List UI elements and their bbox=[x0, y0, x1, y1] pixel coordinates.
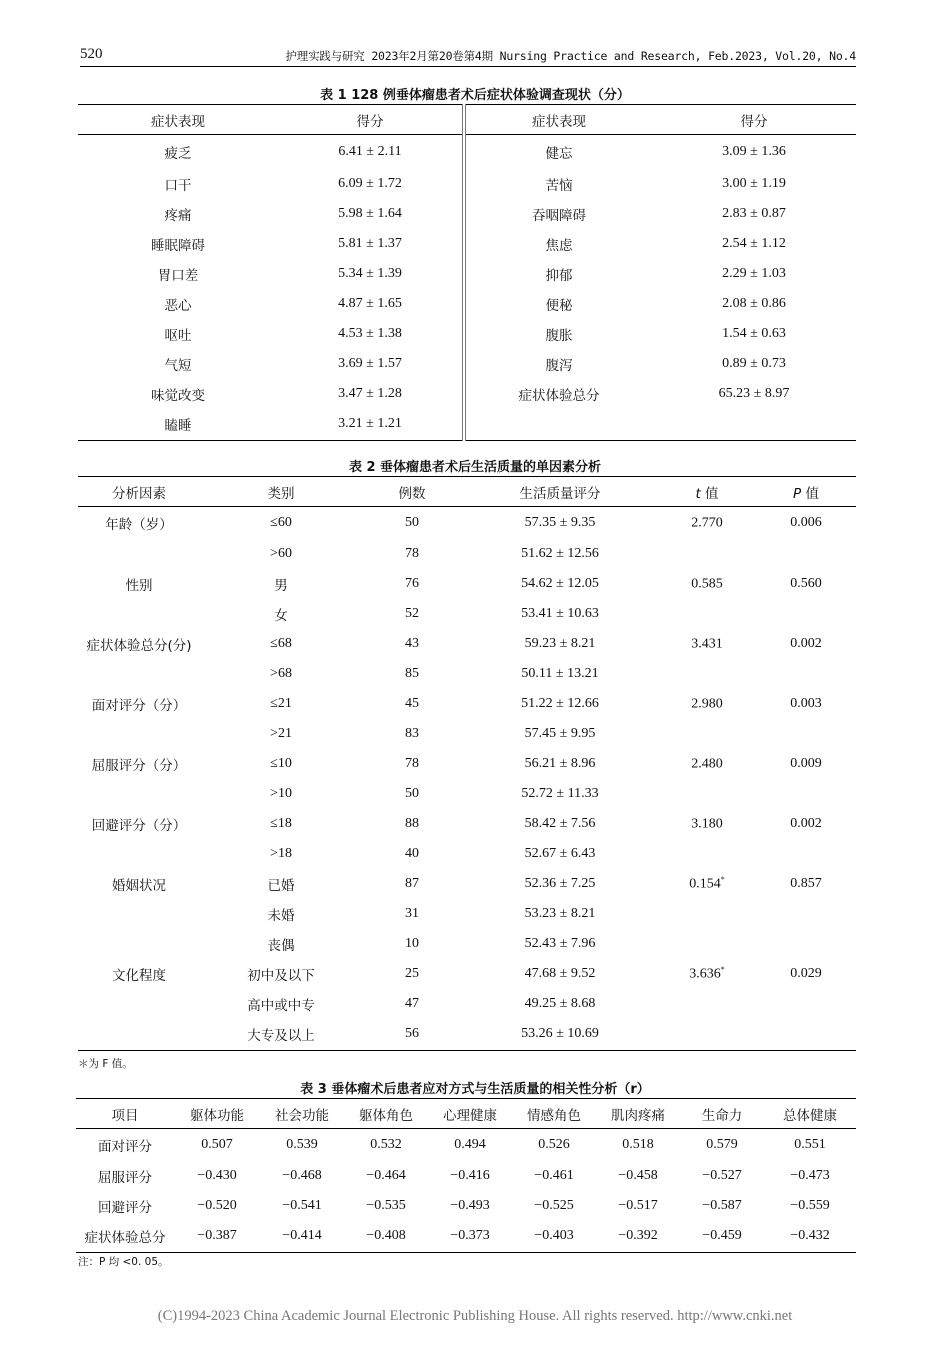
table3-cell: 症状体验总分 bbox=[84, 1230, 166, 1247]
table-row bbox=[78, 199, 856, 229]
table1-cell: 5.81 ± 1.37 bbox=[338, 235, 402, 251]
table2-cell: >60 bbox=[270, 545, 292, 561]
table2-cell: >18 bbox=[270, 845, 292, 861]
table2-cell: 2.480 bbox=[691, 756, 723, 772]
table3-cell: −0.458 bbox=[618, 1167, 658, 1183]
table2-cell: 53.26 ± 10.69 bbox=[521, 1026, 599, 1042]
table1-caption: 表 1 128 例垂体瘤患者术后症状体验调查现状（分） bbox=[320, 88, 630, 103]
table2-cell: 屈服评分（分） bbox=[91, 757, 187, 774]
table3-cell: −0.468 bbox=[282, 1167, 322, 1183]
table-row bbox=[76, 1221, 856, 1253]
table1-cell: 瞌睡 bbox=[164, 418, 192, 435]
table1-cell: 口干 bbox=[164, 177, 192, 194]
table2-cell bbox=[658, 839, 756, 869]
table3-cell: −0.587 bbox=[702, 1197, 742, 1213]
table-row bbox=[78, 629, 856, 659]
table2-cell bbox=[78, 779, 200, 809]
table-row bbox=[78, 1019, 856, 1051]
table2-cell bbox=[756, 839, 856, 869]
table1-cell: 1.54 ± 0.63 bbox=[722, 325, 786, 341]
table2-cell bbox=[658, 719, 756, 749]
table-row bbox=[76, 1129, 856, 1161]
table1-cell: 疲乏 bbox=[164, 145, 192, 162]
table3-cell: 0.507 bbox=[201, 1136, 233, 1152]
table2-cell: 56 bbox=[405, 1026, 419, 1042]
table1-header: 症状表现 bbox=[78, 105, 278, 135]
table2-cell: 0.002 bbox=[790, 815, 822, 831]
table3-cell: −0.459 bbox=[702, 1228, 742, 1244]
table1-cell: 5.34 ± 1.39 bbox=[338, 265, 402, 281]
table2-cell: 初中及以下 bbox=[247, 967, 315, 984]
table2-cell: 0.560 bbox=[790, 575, 822, 591]
table2-cell: 47 bbox=[405, 995, 419, 1011]
table3-cell: −0.461 bbox=[534, 1167, 574, 1183]
table3-header: 社会功能 bbox=[260, 1099, 344, 1129]
table2-cell: 回避评分（分） bbox=[91, 817, 187, 834]
table3-header: 肌肉疼痛 bbox=[596, 1099, 680, 1129]
table3-cell: −0.525 bbox=[534, 1197, 574, 1213]
table-row bbox=[78, 539, 856, 569]
table-row bbox=[78, 599, 856, 629]
table1-cell: 4.53 ± 1.38 bbox=[338, 325, 402, 341]
table1-cell: 3.69 ± 1.57 bbox=[338, 355, 402, 371]
table3-cell: −0.520 bbox=[197, 1197, 237, 1213]
table2-cell bbox=[78, 899, 200, 929]
table2-cell bbox=[78, 719, 200, 749]
table1-cell: 气短 bbox=[164, 357, 192, 374]
table2-header-p: P 值 bbox=[756, 477, 856, 507]
table2-cell: 0.154* bbox=[689, 874, 725, 892]
table2-cell: ≤60 bbox=[270, 514, 292, 530]
table2-cell bbox=[756, 899, 856, 929]
table-row bbox=[78, 719, 856, 749]
table1-cell: 3.21 ± 1.21 bbox=[338, 416, 402, 432]
table2-cell: 已婚 bbox=[267, 877, 295, 894]
table1-cell bbox=[464, 409, 652, 441]
table2-cell: 25 bbox=[405, 965, 419, 981]
page-number: 520 bbox=[80, 46, 103, 62]
table3-cell: −0.373 bbox=[450, 1228, 490, 1244]
table2-cell: 0.009 bbox=[790, 755, 822, 771]
table2-cell: 2.980 bbox=[691, 696, 723, 712]
table2-cell bbox=[78, 659, 200, 689]
table2-cell bbox=[756, 719, 856, 749]
table3-cell: −0.559 bbox=[790, 1197, 830, 1213]
table-row bbox=[78, 749, 856, 779]
table1-cell: 健忘 bbox=[464, 135, 652, 169]
table-row bbox=[78, 319, 856, 349]
page-header bbox=[80, 44, 856, 67]
table3-cell: 0.551 bbox=[794, 1136, 826, 1152]
table2-cell bbox=[78, 1019, 200, 1051]
table-row bbox=[78, 135, 856, 169]
table2-cell: 0.006 bbox=[790, 514, 822, 530]
table2-cell: 56.21 ± 8.96 bbox=[524, 755, 596, 771]
table-row bbox=[78, 229, 856, 259]
table2-cell: 76 bbox=[405, 575, 419, 591]
table1-cell: 65.23 ± 8.97 bbox=[718, 385, 790, 401]
table2-header-t: t 值 bbox=[658, 477, 756, 507]
table2-cell: 43 bbox=[405, 635, 419, 651]
table2-header: 类别 bbox=[200, 477, 362, 507]
table2-cell: 83 bbox=[405, 725, 419, 741]
table2-cell: 87 bbox=[405, 875, 419, 891]
table-row bbox=[78, 959, 856, 989]
table3-cell: −0.473 bbox=[790, 1167, 830, 1183]
table1-cell: 2.29 ± 1.03 bbox=[722, 265, 786, 281]
table2-cell bbox=[658, 899, 756, 929]
table3-header: 躯体角色 bbox=[344, 1099, 428, 1129]
table2-cell: ≤68 bbox=[270, 635, 292, 651]
table1-cell: 苦恼 bbox=[464, 169, 652, 199]
table2-cell bbox=[78, 539, 200, 569]
table2-cell: 31 bbox=[405, 905, 419, 921]
table2-cell: 52 bbox=[405, 605, 419, 621]
table2-cell: 3.431 bbox=[691, 636, 723, 652]
table1-cell: 疼痛 bbox=[164, 207, 192, 224]
table2-cell: 面对评分（分） bbox=[91, 697, 187, 714]
table3-cell: 0.494 bbox=[454, 1136, 486, 1152]
table2-cell: 40 bbox=[405, 845, 419, 861]
table1-cell: 3.00 ± 1.19 bbox=[722, 175, 786, 191]
table2-cell: 3.180 bbox=[691, 816, 723, 832]
table2-header: 分析因素 bbox=[78, 477, 200, 507]
table2-cell: 51.62 ± 12.56 bbox=[521, 545, 599, 561]
table3-header: 生命力 bbox=[680, 1099, 764, 1129]
table-row bbox=[78, 507, 856, 539]
table-row bbox=[78, 809, 856, 839]
table2-cell bbox=[78, 929, 200, 959]
table2-cell: 0.857 bbox=[790, 875, 822, 891]
table1-cell: 腹胀 bbox=[464, 319, 652, 349]
table1-cell: 6.41 ± 2.11 bbox=[338, 143, 402, 159]
table-row bbox=[78, 379, 856, 409]
table-row bbox=[78, 259, 856, 289]
table3-cell: 面对评分 bbox=[98, 1138, 152, 1155]
table3-cell: −0.464 bbox=[366, 1167, 406, 1183]
table1-cell: 味觉改变 bbox=[151, 387, 205, 404]
table2-cell: ≤18 bbox=[270, 815, 292, 831]
table3-cell: −0.387 bbox=[197, 1228, 237, 1244]
table2-cell: 10 bbox=[405, 935, 419, 951]
table1-header: 得分 bbox=[278, 105, 464, 135]
table-row bbox=[78, 839, 856, 869]
table2-cell: 50 bbox=[405, 514, 419, 530]
table2-cell: 50.11 ± 13.21 bbox=[521, 665, 599, 681]
table2-cell: 0.029 bbox=[790, 965, 822, 981]
table2-cell bbox=[78, 839, 200, 869]
table-row bbox=[78, 989, 856, 1019]
table1-cell: 0.89 ± 0.73 bbox=[722, 355, 786, 371]
table2-cell: 47.68 ± 9.52 bbox=[524, 965, 596, 981]
table2-cell: 85 bbox=[405, 665, 419, 681]
table2 bbox=[78, 476, 856, 1051]
table1-cell: 2.08 ± 0.86 bbox=[722, 295, 786, 311]
table2-cell: 49.25 ± 8.68 bbox=[524, 995, 596, 1011]
table3-header: 项目 bbox=[76, 1099, 174, 1129]
table-row bbox=[78, 169, 856, 199]
table2-cell: 51.22 ± 12.66 bbox=[521, 695, 599, 711]
table1-cell: 症状体验总分 bbox=[464, 379, 652, 409]
table1-cell: 腹泻 bbox=[464, 349, 652, 379]
table2-cell: 丧偶 bbox=[267, 937, 295, 954]
table2-cell bbox=[658, 779, 756, 809]
table2-cell bbox=[756, 659, 856, 689]
table2-cell: 45 bbox=[405, 695, 419, 711]
table2-cell: 58.42 ± 7.56 bbox=[524, 815, 596, 831]
table2-cell: 0.585 bbox=[691, 576, 723, 592]
table2-cell: 53.23 ± 8.21 bbox=[524, 905, 596, 921]
table3-header: 心理健康 bbox=[428, 1099, 512, 1129]
table2-cell bbox=[756, 599, 856, 629]
table3-cell: −0.414 bbox=[282, 1228, 322, 1244]
table1-cell: 便秘 bbox=[464, 289, 652, 319]
table3-cell: −0.493 bbox=[450, 1197, 490, 1213]
table2-cell: 54.62 ± 12.05 bbox=[521, 575, 599, 591]
table2-cell: 88 bbox=[405, 815, 419, 831]
table3-cell: −0.432 bbox=[790, 1228, 830, 1244]
table-row bbox=[76, 1161, 856, 1191]
table2-cell: ≤21 bbox=[270, 695, 292, 711]
running-title: 护理实践与研究 2023年2月第20卷第4期 Nursing Practice and Research, Feb.2023, Vol.20, No.4 bbox=[285, 49, 856, 63]
table3-cell: −0.535 bbox=[366, 1197, 406, 1213]
table3-cell: 0.539 bbox=[286, 1136, 318, 1152]
table3-cell: −0.527 bbox=[702, 1167, 742, 1183]
table3-cell: −0.416 bbox=[450, 1167, 490, 1183]
table3 bbox=[76, 1098, 856, 1253]
table-row bbox=[78, 779, 856, 809]
table2-cell bbox=[658, 539, 756, 569]
table1-cell: 6.09 ± 1.72 bbox=[338, 175, 402, 191]
table2-cell: 78 bbox=[405, 545, 419, 561]
table1-cell: 2.54 ± 1.12 bbox=[722, 235, 786, 251]
table-row bbox=[78, 869, 856, 899]
table3-caption: 表 3 垂体瘤术后患者应对方式与生活质量的相关性分析（r） bbox=[300, 1082, 650, 1097]
table2-cell: 性别 bbox=[125, 577, 153, 594]
table2-cell bbox=[756, 989, 856, 1019]
table1-cell: 睡眠障碍 bbox=[151, 237, 205, 254]
table3-cell: −0.408 bbox=[366, 1228, 406, 1244]
table2-cell: 52.72 ± 11.33 bbox=[521, 785, 599, 801]
table1 bbox=[78, 104, 856, 441]
table2-cell bbox=[658, 1019, 756, 1051]
table3-header: 总体健康 bbox=[764, 1099, 856, 1129]
table1-cell: 5.98 ± 1.64 bbox=[338, 205, 402, 221]
table3-header: 躯体功能 bbox=[174, 1099, 260, 1129]
table2-cell bbox=[78, 599, 200, 629]
table-row bbox=[78, 689, 856, 719]
table2-cell: 59.23 ± 8.21 bbox=[524, 635, 596, 651]
table2-cell bbox=[756, 539, 856, 569]
table2-cell: 52.67 ± 6.43 bbox=[524, 845, 596, 861]
table-row bbox=[78, 569, 856, 599]
table1-cell bbox=[652, 409, 856, 441]
table-row bbox=[78, 899, 856, 929]
table1-header: 得分 bbox=[652, 105, 856, 135]
table2-cell: 男 bbox=[274, 577, 288, 594]
table-row bbox=[78, 289, 856, 319]
table2-cell: 2.770 bbox=[691, 515, 723, 531]
table2-cell: 症状体验总分(分) bbox=[86, 637, 192, 654]
table2-cell: 78 bbox=[405, 755, 419, 771]
table1-cell: 恶心 bbox=[164, 297, 192, 314]
table2-cell: >68 bbox=[270, 665, 292, 681]
table1-cell: 呕吐 bbox=[164, 327, 192, 344]
table2-cell: 女 bbox=[274, 607, 288, 624]
table3-cell: −0.392 bbox=[618, 1228, 658, 1244]
table2-cell: 57.35 ± 9.35 bbox=[524, 514, 596, 530]
table2-caption: 表 2 垂体瘤患者术后生活质量的单因素分析 bbox=[348, 460, 602, 475]
table1-cell: 胃口差 bbox=[157, 267, 199, 284]
table3-cell: −0.541 bbox=[282, 1197, 322, 1213]
table3-cell: −0.517 bbox=[618, 1197, 658, 1213]
table2-cell bbox=[756, 779, 856, 809]
table2-header: 例数 bbox=[362, 477, 462, 507]
table2-cell: 57.45 ± 9.95 bbox=[524, 725, 596, 741]
table2-header: 生活质量评分 bbox=[462, 477, 658, 507]
table2-cell: 53.41 ± 10.63 bbox=[521, 605, 599, 621]
table2-cell bbox=[756, 929, 856, 959]
table2-cell bbox=[658, 659, 756, 689]
table2-cell bbox=[658, 989, 756, 1019]
table3-cell: 0.532 bbox=[370, 1136, 402, 1152]
table2-cell bbox=[658, 599, 756, 629]
table3-cell: 屈服评分 bbox=[98, 1169, 152, 1186]
table2-cell: 52.36 ± 7.25 bbox=[524, 875, 596, 891]
table2-cell: 高中或中专 bbox=[247, 997, 315, 1014]
table1-header: 症状表现 bbox=[464, 105, 652, 135]
table2-cell: 50 bbox=[405, 785, 419, 801]
table3-note: 注：P 均 <0. 05。 bbox=[78, 1256, 169, 1268]
table-row bbox=[78, 929, 856, 959]
table-row bbox=[78, 409, 856, 441]
table2-cell: >21 bbox=[270, 725, 292, 741]
table2-cell: ≤10 bbox=[270, 755, 292, 771]
table1-cell: 4.87 ± 1.65 bbox=[338, 295, 402, 311]
table2-cell: 年龄（岁） bbox=[105, 516, 173, 533]
table2-cell: 0.003 bbox=[790, 695, 822, 711]
table3-cell: 回避评分 bbox=[98, 1199, 152, 1216]
table2-cell: 婚姻状况 bbox=[112, 877, 166, 894]
table3-cell: 0.526 bbox=[538, 1136, 570, 1152]
table3-cell: −0.403 bbox=[534, 1228, 574, 1244]
table3-cell: 0.579 bbox=[706, 1136, 738, 1152]
table1-cell: 3.09 ± 1.36 bbox=[722, 143, 786, 159]
table2-cell bbox=[658, 929, 756, 959]
table2-cell: 未婚 bbox=[267, 907, 295, 924]
table-row bbox=[78, 659, 856, 689]
table3-cell: −0.430 bbox=[197, 1167, 237, 1183]
table2-cell: 52.43 ± 7.96 bbox=[524, 935, 596, 951]
table-row bbox=[78, 349, 856, 379]
table1-cell: 吞咽障碍 bbox=[464, 199, 652, 229]
table3-cell: 0.518 bbox=[622, 1136, 654, 1152]
table2-cell: 大专及以上 bbox=[247, 1028, 315, 1045]
table-row bbox=[76, 1191, 856, 1221]
table2-cell bbox=[78, 989, 200, 1019]
copyright-footer: (C)1994-2023 China Academic Journal Electronic Publishing House. All rights reserved. http://www.cnki.net bbox=[157, 1308, 793, 1324]
table2-cell: 3.636* bbox=[689, 964, 725, 982]
table1-cell: 2.83 ± 0.87 bbox=[722, 205, 786, 221]
table2-cell bbox=[756, 1019, 856, 1051]
table2-cell: 0.002 bbox=[790, 635, 822, 651]
table2-note: ＊为 F 值。 bbox=[78, 1058, 133, 1070]
table2-cell: 文化程度 bbox=[112, 967, 166, 984]
table3-header: 情感角色 bbox=[512, 1099, 596, 1129]
table1-cell: 抑郁 bbox=[464, 259, 652, 289]
table2-cell: >10 bbox=[270, 785, 292, 801]
table1-cell: 3.47 ± 1.28 bbox=[338, 385, 402, 401]
table1-cell: 焦虑 bbox=[464, 229, 652, 259]
